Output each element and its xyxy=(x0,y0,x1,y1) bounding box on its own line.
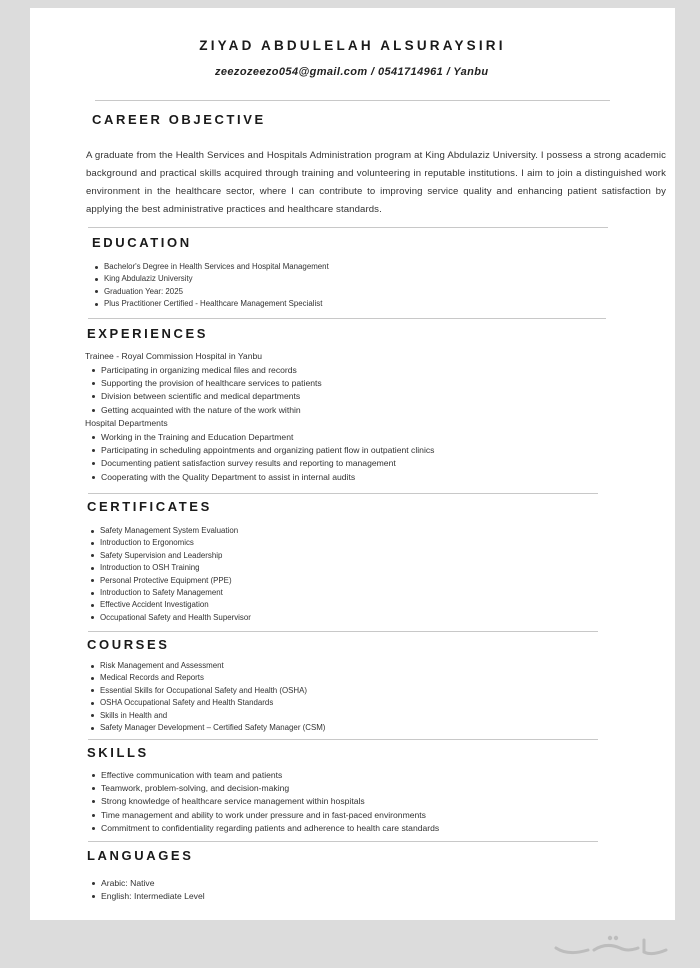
list-item: Division between scientific and medical departments xyxy=(91,390,322,403)
list-item: Skills in Health and xyxy=(90,710,325,722)
list-item: Documenting patient satisfaction survey results and reporting to management xyxy=(91,457,434,470)
list-item: Working in the Training and Education Department xyxy=(91,431,434,444)
section-heading-courses: COURSES xyxy=(87,637,170,652)
list-item: Participating in organizing medical files and records xyxy=(91,364,322,377)
list-item: Teamwork, problem-solving, and decision-making xyxy=(91,782,439,795)
list-item: OSHA Occupational Safety and Health Standards xyxy=(90,697,325,709)
list-item: Personal Protective Equipment (PPE) xyxy=(90,575,251,587)
list-item: Strong knowledge of healthcare service management within hospitals xyxy=(91,795,439,808)
experience-subtitle: Hospital Departments xyxy=(85,418,168,428)
section-heading-experiences: EXPERIENCES xyxy=(87,326,209,341)
resume-page xyxy=(30,8,675,920)
courses-list xyxy=(90,660,325,734)
divider xyxy=(88,739,598,740)
experience-list-1 xyxy=(91,364,322,417)
list-item: Arabic: Native xyxy=(91,877,205,890)
list-item: English: Intermediate Level xyxy=(91,890,205,903)
list-item: Introduction to OSH Training xyxy=(90,562,251,574)
list-item: Risk Management and Assessment xyxy=(90,660,325,672)
section-heading-education: EDUCATION xyxy=(92,235,192,250)
watermark-logo-icon xyxy=(548,928,678,962)
list-item: Effective Accident Investigation xyxy=(90,599,251,611)
divider xyxy=(88,318,606,319)
contact-line: zeezozeezo054@gmail.com / 0541714961 / Yanbu xyxy=(215,66,489,78)
list-item: Essential Skills for Occupational Safety and Health (OSHA) xyxy=(90,685,325,697)
divider xyxy=(95,100,610,101)
list-item: Cooperating with the Quality Department to assist in internal audits xyxy=(91,471,434,484)
divider xyxy=(88,841,598,842)
list-item: Plus Practitioner Certified - Healthcare Management Specialist xyxy=(94,298,329,310)
list-item: Supporting the provision of healthcare services to patients xyxy=(91,377,322,390)
list-item: Medical Records and Reports xyxy=(90,672,325,684)
list-item: Safety Supervision and Leadership xyxy=(90,550,251,562)
list-item: Bachelor's Degree in Health Services and Hospital Management xyxy=(94,261,329,273)
experience-list-2 xyxy=(91,431,434,484)
list-item: Time management and ability to work under pressure and in fast-paced environments xyxy=(91,809,439,822)
list-item: Commitment to confidentiality regarding patients and adherence to health care standards xyxy=(91,822,439,835)
section-heading-languages: LANGUAGES xyxy=(87,848,194,863)
list-item: Participating in scheduling appointments and organizing patient flow in outpatient clinics xyxy=(91,444,434,457)
list-item: Introduction to Ergonomics xyxy=(90,537,251,549)
list-item: Occupational Safety and Health Supervisor xyxy=(90,612,251,624)
certificates-list xyxy=(90,525,251,624)
list-item: Graduation Year: 2025 xyxy=(94,286,329,298)
section-heading-skills: SKILLS xyxy=(87,745,149,760)
list-item: King Abdulaziz University xyxy=(94,273,329,285)
candidate-name: ZIYAD ABDULELAH ALSURAYSIRI xyxy=(199,38,506,53)
divider xyxy=(88,631,598,632)
list-item: Introduction to Safety Management xyxy=(90,587,251,599)
languages-list xyxy=(91,877,205,903)
divider xyxy=(88,493,598,494)
list-item: Getting acquainted with the nature of the work within xyxy=(91,404,322,417)
career-objective-text: A graduate from the Health Services and Hospitals Administration program at King Abdulaziz University. I possess a strong academic background and practical skills acquired through training and volunteering in reputable institutions. I aim to join a distinguished work environment in the healthcare sector, where I can contribute to improving service quality and enhancing patient satisfaction by applying the best administrative practices and healthcare standards. xyxy=(86,150,666,215)
section-heading-certificates: CERTIFICATES xyxy=(87,499,212,514)
experience-subtitle: Trainee - Royal Commission Hospital in Yanbu xyxy=(85,351,263,361)
divider xyxy=(88,227,608,228)
list-item: Safety Manager Development – Certified Safety Manager (CSM) xyxy=(90,722,325,734)
section-heading-career-objective: CAREER OBJECTIVE xyxy=(92,112,266,127)
education-list xyxy=(94,261,329,311)
list-item: Effective communication with team and patients xyxy=(91,769,439,782)
skills-list xyxy=(91,769,439,835)
list-item: Safety Management System Evaluation xyxy=(90,525,251,537)
